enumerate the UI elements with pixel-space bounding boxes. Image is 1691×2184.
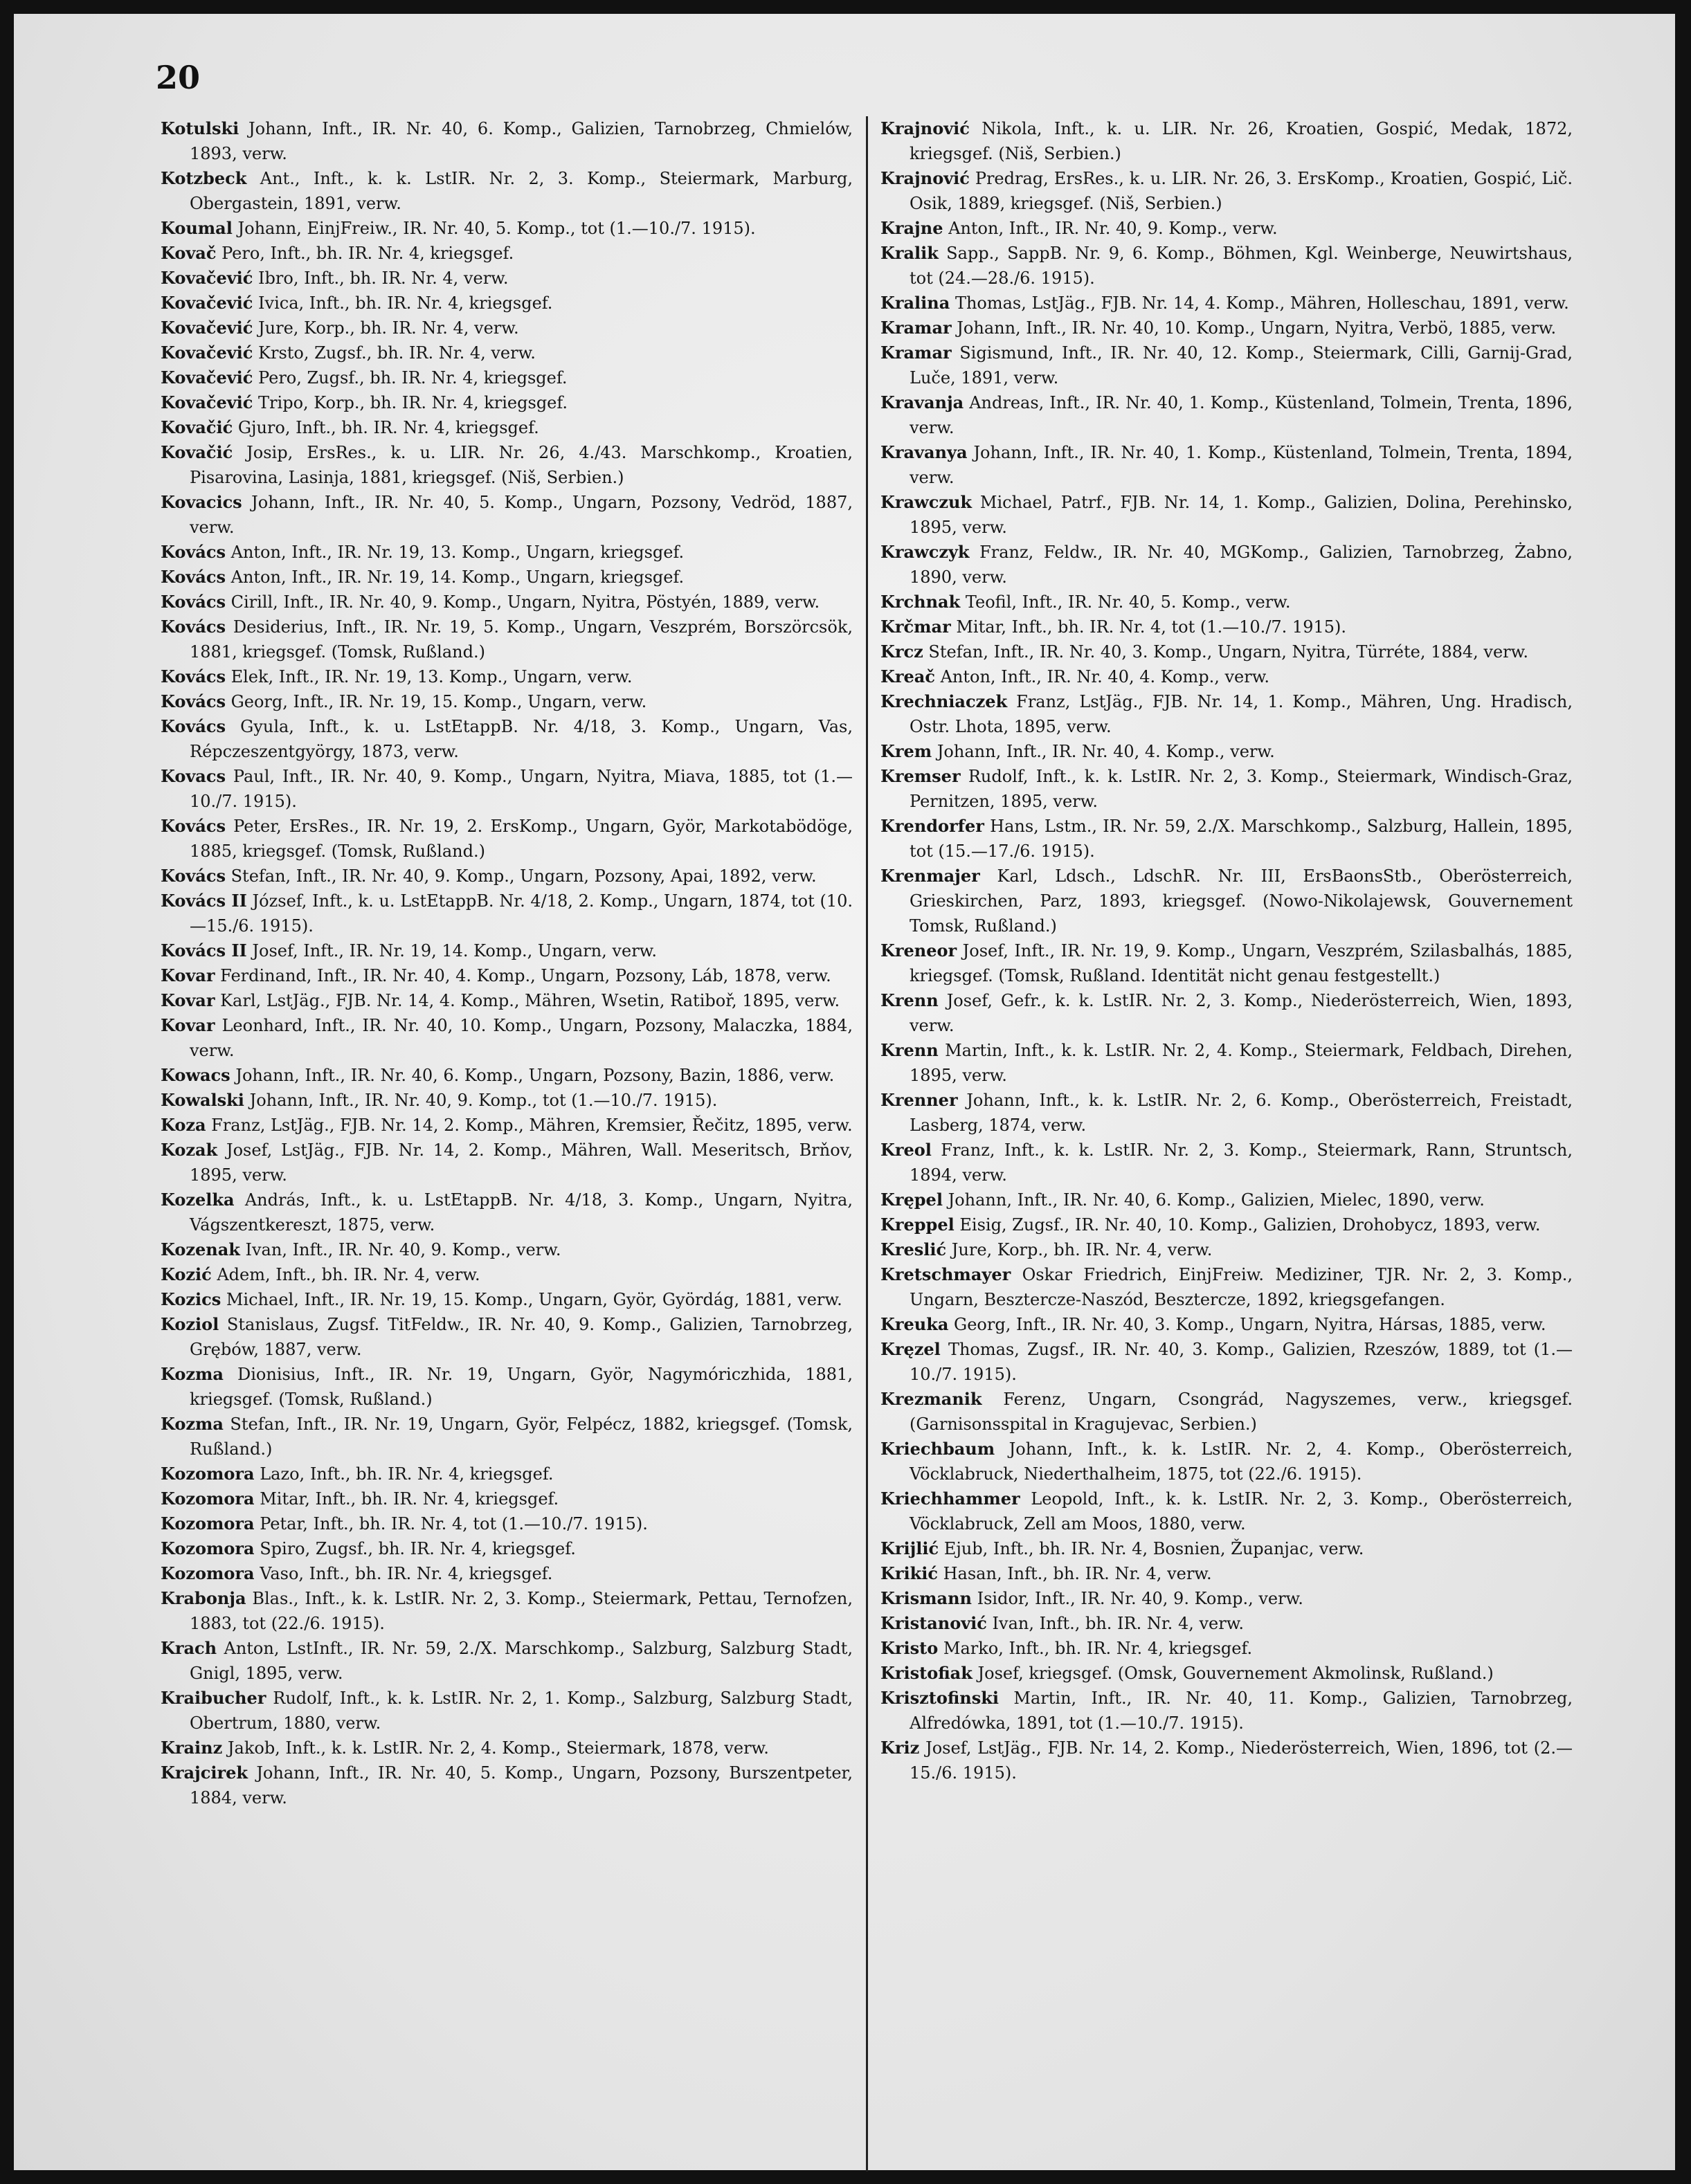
list-entry xyxy=(880,1636,1573,1661)
entry-details: Isidor, Inft., IR. Nr. 40, 9. Komp., verw. xyxy=(977,1589,1303,1608)
list-entry xyxy=(880,241,1573,291)
column-divider xyxy=(866,116,868,2172)
list-entry xyxy=(880,116,1573,166)
entry-surname: Kovács xyxy=(161,567,226,587)
entry-surname: Krisztofinski xyxy=(880,1688,1000,1708)
entry-details: Dionisius, Inft., IR. Nr. 19, Ungarn, Györ, Nagymóriczhida, 1881, kriegsgef. (Tomsk, Rußland.) xyxy=(190,1365,853,1409)
list-entry xyxy=(880,166,1573,216)
entry-details: Anton, LstInft., IR. Nr. 59, 2./X. Marschkomp., Salzburg, Salzburg Stadt, Gnigl, 1895, verw. xyxy=(190,1639,853,1683)
entry-details: Teofil, Inft., IR. Nr. 40, 5. Komp., verw. xyxy=(965,592,1291,612)
entry-surname: Kovačević xyxy=(161,318,253,338)
list-entry xyxy=(161,116,853,166)
entry-surname: Krajnović xyxy=(880,168,970,188)
entry-details: Franz, LstJäg., FJB. Nr. 14, 1. Komp., Mähren, Ung. Hradisch, Ostr. Lhota, 1895, verw. xyxy=(910,692,1573,736)
entry-surname: Krenn xyxy=(880,1040,939,1060)
entry-details: Nikola, Inft., k. u. LIR. Nr. 26, Kroatien, Gospić, Medak, 1872, kriegsgef. (Niš, Serbien.) xyxy=(910,119,1573,163)
entry-details: Ivan, Inft., bh. IR. Nr. 4, verw. xyxy=(992,1614,1245,1633)
entry-surname: Kovács xyxy=(161,542,226,562)
entry-details: Eisig, Zugsf., IR. Nr. 40, 10. Komp., Galizien, Drohobycz, 1893, verw. xyxy=(959,1215,1541,1235)
entry-details: Johann, Inft., IR. Nr. 40, 1. Komp., Küstenland, Tolmein, Trenta, 1894, verw. xyxy=(910,443,1573,487)
list-entry xyxy=(161,689,853,714)
list-entry xyxy=(161,1586,853,1636)
list-entry xyxy=(161,1511,853,1536)
entry-details: Stefan, Inft., IR. Nr. 19, Ungarn, Györ, Felpécz, 1882, kriegsgef. (Tomsk, Rußland.) xyxy=(190,1414,853,1459)
entry-surname: Krach xyxy=(161,1638,217,1658)
list-entry xyxy=(161,316,853,340)
entry-details: Jure, Korp., bh. IR. Nr. 4, verw. xyxy=(258,318,519,338)
entry-surname: Kravanja xyxy=(880,392,964,412)
entry-details: Franz, Feldw., IR. Nr. 40, MGKomp., Galizien, Tarnobrzeg, Żabno, 1890, verw. xyxy=(910,543,1573,587)
list-entry xyxy=(880,316,1573,340)
list-entry xyxy=(880,1686,1573,1736)
entry-details: Johann, Inft., IR. Nr. 40, 6. Komp., Ungarn, Pozsony, Bazin, 1886, verw. xyxy=(235,1066,835,1085)
page-number: 20 xyxy=(156,59,201,96)
list-entry xyxy=(880,1486,1573,1536)
entry-details: Stefan, Inft., IR. Nr. 40, 9. Komp., Ungarn, Pozsony, Apai, 1892, verw. xyxy=(230,866,817,886)
entry-details: Martin, Inft., IR. Nr. 40, 11. Komp., Galizien, Tarnobrzeg, Alfredówka, 1891, tot (1.—10./7. 1915). xyxy=(910,1689,1573,1733)
list-entry xyxy=(161,1312,853,1362)
entry-surname: Kovács xyxy=(161,816,226,836)
entry-surname: Kozma xyxy=(161,1414,224,1434)
list-entry xyxy=(161,615,853,664)
entry-details: Michael, Patrf., FJB. Nr. 14, 1. Komp., Galizien, Dolina, Perehinsko, 1895, verw. xyxy=(910,493,1573,537)
list-entry xyxy=(880,1088,1573,1138)
entry-surname: Krenmajer xyxy=(880,866,980,886)
entry-details: Josef, Gefr., k. k. LstIR. Nr. 2, 3. Komp., Niederösterreich, Wien, 1893, verw. xyxy=(910,991,1573,1035)
list-entry xyxy=(161,1561,853,1586)
entry-surname: Krajnović xyxy=(880,118,970,138)
entry-surname: Krendorfer xyxy=(880,816,984,836)
entry-details: Rudolf, Inft., k. k. LstIR. Nr. 2, 1. Komp., Salzburg, Salzburg Stadt, Obertrum, 1880, verw. xyxy=(190,1689,853,1733)
entry-surname: Kovács II xyxy=(161,891,247,911)
list-entry xyxy=(880,291,1573,316)
list-entry xyxy=(880,1312,1573,1337)
entry-details: Lazo, Inft., bh. IR. Nr. 4, kriegsgef. xyxy=(260,1464,554,1484)
entry-details: Johann, Inft., IR. Nr. 40, 5. Komp., Ungarn, Pozsony, Vedröd, 1887, verw. xyxy=(190,493,853,537)
list-entry xyxy=(161,988,853,1013)
list-entry xyxy=(880,1611,1573,1636)
entry-surname: Kreppel xyxy=(880,1214,955,1235)
entry-surname: Kozenak xyxy=(161,1239,240,1259)
list-entry xyxy=(161,1287,853,1312)
entry-details: Ibro, Inft., bh. IR. Nr. 4, verw. xyxy=(258,269,509,288)
list-entry xyxy=(161,764,853,814)
list-entry xyxy=(161,490,853,540)
list-entry xyxy=(161,1462,853,1486)
entry-details: Tripo, Korp., bh. IR. Nr. 4, kriegsgef. xyxy=(258,393,568,412)
entry-details: Desiderius, Inft., IR. Nr. 19, 5. Komp., Ungarn, Veszprém, Borszörcsök, 1881, kriegsgef. (Tomsk, Rußland.) xyxy=(190,617,853,662)
list-entry xyxy=(880,1138,1573,1187)
list-entry xyxy=(161,963,853,988)
entry-surname: Kramar xyxy=(880,318,952,338)
entry-details: József, Inft., k. u. LstEtappB. Nr. 4/18, 2. Komp., Ungarn, 1874, tot (10.—15./6. 1915). xyxy=(190,891,853,936)
entry-surname: Kraibucher xyxy=(161,1688,266,1708)
entry-surname: Kralik xyxy=(880,243,939,263)
entry-surname: Kovač xyxy=(161,243,217,263)
list-entry xyxy=(880,988,1573,1038)
entry-details: András, Inft., k. u. LstEtappB. Nr. 4/18, 3. Komp., Ungarn, Nyitra, Vágszentkereszt, 1875, verw. xyxy=(190,1190,853,1235)
entry-surname: Kozomora xyxy=(161,1489,255,1509)
entry-surname: Kovács xyxy=(161,866,226,886)
list-entry xyxy=(880,540,1573,590)
entry-surname: Kovačević xyxy=(161,367,253,388)
list-entry xyxy=(161,540,853,565)
entry-surname: Koza xyxy=(161,1115,206,1135)
entry-surname: Kovacics xyxy=(161,492,242,512)
entry-details: Franz, Inft., k. k. LstIR. Nr. 2, 3. Komp., Steiermark, Rann, Struntsch, 1894, verw. xyxy=(910,1140,1573,1185)
entry-details: Pero, Zugsf., bh. IR. Nr. 4, kriegsgef. xyxy=(258,368,568,388)
left-column xyxy=(161,116,853,1810)
entry-details: Johann, Inft., IR. Nr. 40, 9. Komp., tot (1.—10./7. 1915). xyxy=(249,1091,718,1110)
entry-details: Cirill, Inft., IR. Nr. 40, 9. Komp., Ungarn, Nyitra, Pöstyén, 1889, verw. xyxy=(230,592,820,612)
entry-surname: Kozić xyxy=(161,1264,212,1284)
entry-details: Johann, Inft., k. k. LstIR. Nr. 2, 4. Komp., Oberösterreich, Vöcklabruck, Niederthalheim, 1875, tot (22./6. 1915). xyxy=(910,1439,1573,1484)
entry-details: Johann, Inft., k. k. LstIR. Nr. 2, 6. Komp., Oberösterreich, Freistadt, Lasberg, 1874, verw. xyxy=(910,1091,1573,1135)
entry-surname: Kreač xyxy=(880,666,935,686)
list-entry xyxy=(161,390,853,415)
right-column xyxy=(880,116,1573,1785)
entry-details: Thomas, Zugsf., IR. Nr. 40, 3. Komp., Galizien, Rzeszów, 1889, tot (1.—10./7. 1915). xyxy=(910,1340,1573,1384)
list-entry xyxy=(161,241,853,266)
entry-surname: Kristanović xyxy=(880,1613,987,1633)
entry-surname: Kowalski xyxy=(161,1090,244,1110)
entry-details: Jakob, Inft., k. k. LstIR. Nr. 2, 4. Komp., Steiermark, 1878, verw. xyxy=(227,1738,769,1758)
list-entry xyxy=(880,1237,1573,1262)
entry-details: Georg, Inft., IR. Nr. 19, 15. Komp., Ungarn, verw. xyxy=(230,692,647,711)
list-entry xyxy=(880,764,1573,814)
entry-surname: Kozomora xyxy=(161,1513,255,1534)
entry-details: Anton, Inft., IR. Nr. 40, 9. Komp., verw. xyxy=(948,219,1278,238)
entry-surname: Krem xyxy=(880,741,932,761)
entry-details: Karl, Ldsch., LdschR. Nr. III, ErsBaonsStb., Oberösterreich, Grieskirchen, Parz, 1893, kriegsgef. (Nowo-Nikolajewsk, Gouvernement Tomsk, Rußland.) xyxy=(910,866,1573,936)
entry-details: Mitar, Inft., bh. IR. Nr. 4, kriegsgef. xyxy=(260,1489,559,1509)
list-entry xyxy=(161,415,853,440)
entry-surname: Kręzel xyxy=(880,1339,941,1359)
list-entry xyxy=(880,615,1573,639)
list-entry xyxy=(880,1038,1573,1088)
entry-surname: Kriz xyxy=(880,1738,920,1758)
entry-details: Michael, Inft., IR. Nr. 19, 15. Komp., Ungarn, Györ, Györdág, 1881, verw. xyxy=(226,1290,842,1309)
entry-surname: Kralina xyxy=(880,293,950,313)
list-entry xyxy=(880,938,1573,988)
entry-surname: Kristofiak xyxy=(880,1663,973,1683)
entry-surname: Kriechbaum xyxy=(880,1439,995,1459)
list-entry xyxy=(880,490,1573,540)
list-entry xyxy=(880,1536,1573,1561)
entry-surname: Krenn xyxy=(880,990,939,1010)
list-entry xyxy=(161,664,853,689)
list-entry xyxy=(161,864,853,889)
entry-details: Hans, Lstm., IR. Nr. 59, 2./X. Marschkomp., Salzburg, Hallein, 1895, tot (15.—17./6. 1915). xyxy=(910,817,1573,861)
entry-details: Stefan, Inft., IR. Nr. 40, 3. Komp., Ungarn, Nyitra, Türréte, 1884, verw. xyxy=(928,642,1528,662)
entry-details: Johann, Inft., IR. Nr. 40, 10. Komp., Ungarn, Nyitra, Verbö, 1885, verw. xyxy=(957,318,1557,338)
entry-details: Ferdinand, Inft., IR. Nr. 40, 4. Komp., Ungarn, Pozsony, Láb, 1878, verw. xyxy=(220,966,831,985)
entry-surname: Kramar xyxy=(880,343,952,363)
list-entry xyxy=(880,1561,1573,1586)
list-entry xyxy=(161,889,853,938)
entry-surname: Kovács xyxy=(161,716,226,736)
entry-surname: Krabonja xyxy=(161,1588,246,1608)
list-entry xyxy=(161,1088,853,1113)
entry-details: Adem, Inft., bh. IR. Nr. 4, verw. xyxy=(217,1265,480,1284)
entry-details: Jure, Korp., bh. IR. Nr. 4, verw. xyxy=(951,1240,1213,1259)
list-entry xyxy=(880,864,1573,938)
list-entry xyxy=(880,1212,1573,1237)
entry-details: Elek, Inft., IR. Nr. 19, 13. Komp., Ungarn, verw. xyxy=(230,667,633,686)
list-entry xyxy=(880,590,1573,615)
entry-details: Leopold, Inft., k. k. LstIR. Nr. 2, 3. Komp., Oberösterreich, Vöcklabruck, Zell am Moos, 1880, verw. xyxy=(910,1489,1573,1534)
list-entry xyxy=(161,1237,853,1262)
entry-details: Predrag, ErsRes., k. u. LIR. Nr. 26, 3. ErsKomp., Kroatien, Gospić, Lič. Osik, 1889, kriegsgef. (Niš, Serbien.) xyxy=(910,169,1573,213)
entry-details: Anton, Inft., IR. Nr. 19, 14. Komp., Ungarn, kriegsgef. xyxy=(230,567,685,587)
entry-details: Anton, Inft., IR. Nr. 40, 4. Komp., verw. xyxy=(940,667,1270,686)
entry-surname: Krezmanik xyxy=(880,1389,982,1409)
entry-surname: Kovačević xyxy=(161,268,253,288)
entry-details: Vaso, Inft., bh. IR. Nr. 4, kriegsgef. xyxy=(260,1564,553,1583)
entry-surname: Krijlić xyxy=(880,1538,939,1558)
entry-surname: Krchnak xyxy=(880,592,961,612)
entry-details: Ivica, Inft., bh. IR. Nr. 4, kriegsgef. xyxy=(258,293,553,313)
list-entry xyxy=(161,291,853,316)
entry-surname: Kovačević xyxy=(161,343,253,363)
list-entry xyxy=(161,365,853,390)
entry-details: Karl, LstJäg., FJB. Nr. 14, 4. Komp., Mähren, Wsetin, Ratiboř, 1895, verw. xyxy=(220,991,840,1010)
entry-surname: Krawczuk xyxy=(880,492,973,512)
entry-surname: Krajne xyxy=(880,218,943,238)
entry-surname: Krčmar xyxy=(880,617,951,637)
list-entry xyxy=(161,1536,853,1561)
entry-surname: Kriechhammer xyxy=(880,1489,1020,1509)
entry-surname: Kreuka xyxy=(880,1314,949,1334)
entry-details: Josef, LstJäg., FJB. Nr. 14, 2. Komp., Mähren, Wall. Meseritsch, Brňov, 1895, verw. xyxy=(190,1140,853,1185)
entry-details: Josef, Inft., IR. Nr. 19, 14. Komp., Ungarn, verw. xyxy=(252,941,657,961)
list-entry xyxy=(161,590,853,615)
entry-details: Hasan, Inft., bh. IR. Nr. 4, verw. xyxy=(943,1564,1212,1583)
entry-details: Johann, Inft., IR. Nr. 40, 6. Komp., Galizien, Tarnobrzeg, Chmielów, 1893, verw. xyxy=(190,119,853,163)
entry-details: Johann, Inft., IR. Nr. 40, 4. Komp., verw. xyxy=(937,742,1275,761)
entry-surname: Kovar xyxy=(161,990,215,1010)
entry-details: Pero, Inft., bh. IR. Nr. 4, kriegsgef. xyxy=(221,244,514,263)
list-entry xyxy=(161,1262,853,1287)
entry-surname: Kotulski xyxy=(161,118,239,138)
entry-details: Petar, Inft., bh. IR. Nr. 4, tot (1.—10./7. 1915). xyxy=(260,1514,648,1534)
entry-surname: Kovacs xyxy=(161,766,226,786)
entry-surname: Kovar xyxy=(161,1015,215,1035)
entry-details: Franz, LstJäg., FJB. Nr. 14, 2. Komp., Mähren, Kremsier, Řečitz, 1895, verw. xyxy=(211,1116,853,1135)
entry-surname: Kovačić xyxy=(161,417,233,437)
list-entry xyxy=(161,1412,853,1462)
entry-details: Krsto, Zugsf., bh. IR. Nr. 4, verw. xyxy=(258,343,536,363)
list-entry xyxy=(161,1063,853,1088)
list-entry xyxy=(161,1362,853,1412)
list-entry xyxy=(161,1486,853,1511)
entry-surname: Kremser xyxy=(880,766,961,786)
entry-surname: Kreol xyxy=(880,1140,932,1160)
entry-surname: Kozomora xyxy=(161,1563,255,1583)
list-entry xyxy=(161,565,853,590)
entry-details: Gjuro, Inft., bh. IR. Nr. 4, kriegsgef. xyxy=(237,418,539,437)
list-entry xyxy=(880,390,1573,440)
entry-details: Johann, Inft., IR. Nr. 40, 6. Komp., Galizien, Mielec, 1890, verw. xyxy=(948,1190,1485,1210)
list-entry xyxy=(880,1337,1573,1387)
entry-surname: Krenner xyxy=(880,1090,958,1110)
entry-surname: Kotzbeck xyxy=(161,168,247,188)
entry-details: Josip, ErsRes., k. u. LIR. Nr. 26, 4./43. Marschkomp., Kroatien, Pisarovina, Lasinja, 1881, kriegsgef. (Niš, Serbien.) xyxy=(190,443,853,487)
list-entry xyxy=(161,1636,853,1686)
list-entry xyxy=(161,216,853,241)
list-entry xyxy=(880,814,1573,864)
entry-surname: Kozelka xyxy=(161,1190,235,1210)
list-entry xyxy=(880,1187,1573,1212)
entry-surname: Krikić xyxy=(880,1563,938,1583)
list-entry xyxy=(880,1586,1573,1611)
entry-details: Ant., Inft., k. k. LstIR. Nr. 2, 3. Komp., Steiermark, Marburg, Obergastein, 1891, verw. xyxy=(190,169,853,213)
entry-surname: Krcz xyxy=(880,641,923,662)
list-entry xyxy=(161,266,853,291)
entry-surname: Kozma xyxy=(161,1364,224,1384)
list-entry xyxy=(161,1138,853,1187)
list-entry xyxy=(161,166,853,216)
entry-surname: Kovács II xyxy=(161,940,247,961)
list-entry xyxy=(880,1661,1573,1686)
entry-details: Martin, Inft., k. k. LstIR. Nr. 2, 4. Komp., Steiermark, Feldbach, Direhen, 1895, verw. xyxy=(910,1041,1573,1085)
list-entry xyxy=(161,814,853,864)
entry-surname: Kozak xyxy=(161,1140,218,1160)
entry-surname: Kovács xyxy=(161,592,226,612)
entry-surname: Krępel xyxy=(880,1190,943,1210)
entry-details: Ferenz, Ungarn, Csongrád, Nagyszemes, verw., kriegsgef. (Garnisonsspital in Kragujevac, Serbien.) xyxy=(910,1390,1573,1434)
list-entry xyxy=(161,1686,853,1736)
entry-details: Thomas, LstJäg., FJB. Nr. 14, 4. Komp., Mähren, Holleschau, 1891, verw. xyxy=(955,293,1569,313)
entry-details: Josef, kriegsgef. (Omsk, Gouvernement Akmolinsk, Rußland.) xyxy=(977,1664,1494,1683)
list-entry xyxy=(161,340,853,365)
list-entry xyxy=(880,639,1573,664)
entry-surname: Kovács xyxy=(161,617,226,637)
entry-details: Georg, Inft., IR. Nr. 40, 3. Komp., Ungarn, Nyitra, Hársas, 1885, verw. xyxy=(954,1315,1546,1334)
entry-surname: Krajcirek xyxy=(161,1763,248,1783)
list-entry xyxy=(880,1736,1573,1785)
entry-details: Rudolf, Inft., k. k. LstIR. Nr. 2, 3. Komp., Steiermark, Windisch-Graz, Pernitzen, 1895, verw. xyxy=(910,767,1573,811)
document-page xyxy=(14,14,1675,2170)
entry-surname: Krainz xyxy=(161,1738,223,1758)
list-entry xyxy=(880,340,1573,390)
entry-surname: Koumal xyxy=(161,218,233,238)
list-entry xyxy=(161,1113,853,1138)
list-entry xyxy=(880,1262,1573,1312)
entry-details: Johann, Inft., IR. Nr. 40, 5. Komp., Ungarn, Pozsony, Burszentpeter, 1884, verw. xyxy=(190,1763,853,1808)
entry-details: Andreas, Inft., IR. Nr. 40, 1. Komp., Küstenland, Tolmein, Trenta, 1896, verw. xyxy=(910,393,1573,437)
entry-surname: Kovačić xyxy=(161,442,233,462)
list-entry xyxy=(880,664,1573,689)
entry-details: Leonhard, Inft., IR. Nr. 40, 10. Komp., Ungarn, Pozsony, Malaczka, 1884, verw. xyxy=(190,1016,853,1060)
list-entry xyxy=(161,1736,853,1760)
entry-details: Blas., Inft., k. k. LstIR. Nr. 2, 3. Komp., Steiermark, Pettau, Ternofzen, 1883, tot (22./6. 1915). xyxy=(190,1589,853,1633)
entry-details: Sapp., SappB. Nr. 9, 6. Komp., Böhmen, Kgl. Weinberge, Neuwirtshaus, tot (24.—28./6. 1915). xyxy=(910,244,1573,288)
entry-surname: Kovačević xyxy=(161,293,253,313)
list-entry xyxy=(161,1187,853,1237)
entry-details: Johann, EinjFreiw., IR. Nr. 40, 5. Komp., tot (1.—10./7. 1915). xyxy=(237,219,756,238)
entry-details: Gyula, Inft., k. u. LstEtappB. Nr. 4/18, 3. Komp., Ungarn, Vas, Répczeszentgyörgy, 1873, verw. xyxy=(190,717,853,761)
entry-surname: Kovács xyxy=(161,666,226,686)
entry-surname: Kretschmayer xyxy=(880,1264,1011,1284)
entry-surname: Kreneor xyxy=(880,940,957,961)
list-entry xyxy=(880,216,1573,241)
list-entry xyxy=(880,1437,1573,1486)
list-entry xyxy=(161,1760,853,1810)
entry-details: Marko, Inft., bh. IR. Nr. 4, kriegsgef. xyxy=(943,1639,1253,1658)
entry-details: Oskar Friedrich, EinjFreiw. Mediziner, TJR. Nr. 2, 3. Komp., Ungarn, Besztercze-Naszód, Besztercze, 1892, kriegsgefangen. xyxy=(910,1265,1573,1309)
list-entry xyxy=(161,1013,853,1063)
entry-details: Anton, Inft., IR. Nr. 19, 13. Komp., Ungarn, kriegsgef. xyxy=(230,543,685,562)
entry-surname: Koziol xyxy=(161,1314,219,1334)
entry-details: Spiro, Zugsf., bh. IR. Nr. 4, kriegsgef. xyxy=(260,1539,576,1558)
entry-surname: Kozomora xyxy=(161,1538,255,1558)
entry-surname: Kreslić xyxy=(880,1239,947,1259)
entry-details: Stanislaus, Zugsf. TitFeldw., IR. Nr. 40, 9. Komp., Galizien, Tarnobrzeg, Grębów, 1887, verw. xyxy=(190,1315,853,1359)
entry-surname: Kozomora xyxy=(161,1464,255,1484)
entry-surname: Kovačević xyxy=(161,392,253,412)
entry-surname: Kovács xyxy=(161,691,226,711)
list-entry xyxy=(880,440,1573,490)
entry-surname: Kovar xyxy=(161,965,215,985)
entry-surname: Krechniaczek xyxy=(880,691,1008,711)
entry-surname: Krismann xyxy=(880,1588,972,1608)
entry-details: Sigismund, Inft., IR. Nr. 40, 12. Komp., Steiermark, Cilli, Garnij-Grad, Luče, 1891, verw. xyxy=(910,343,1573,388)
entry-surname: Kowacs xyxy=(161,1065,230,1085)
list-entry xyxy=(161,938,853,963)
list-entry xyxy=(161,714,853,764)
entry-details: Josef, Inft., IR. Nr. 19, 9. Komp., Ungarn, Veszprém, Szilasbalhás, 1885, kriegsgef. (Tomsk, Rußland. Identität nicht genau festgestellt.) xyxy=(910,941,1573,985)
entry-surname: Krawczyk xyxy=(880,542,970,562)
entry-details: Josef, LstJäg., FJB. Nr. 14, 2. Komp., Niederösterreich, Wien, 1896, tot (2.—15./6. 1915). xyxy=(910,1738,1573,1783)
list-entry xyxy=(880,1387,1573,1437)
entry-surname: Kravanya xyxy=(880,442,968,462)
entry-details: Ivan, Inft., IR. Nr. 40, 9. Komp., verw. xyxy=(245,1240,561,1259)
list-entry xyxy=(880,739,1573,764)
entry-details: Paul, Inft., IR. Nr. 40, 9. Komp., Ungarn, Nyitra, Miava, 1885, tot (1.—10./7. 1915). xyxy=(190,767,853,811)
entry-details: Peter, ErsRes., IR. Nr. 19, 2. ErsKomp., Ungarn, Györ, Markotabödöge, 1885, kriegsgef. (Tomsk, Rußland.) xyxy=(190,817,853,861)
list-entry xyxy=(880,689,1573,739)
entry-details: Ejub, Inft., bh. IR. Nr. 4, Bosnien, Županjac, verw. xyxy=(943,1539,1364,1558)
list-entry xyxy=(161,440,853,490)
entry-surname: Kristo xyxy=(880,1638,939,1658)
entry-surname: Kozics xyxy=(161,1289,221,1309)
entry-details: Mitar, Inft., bh. IR. Nr. 4, tot (1.—10./7. 1915). xyxy=(956,617,1346,637)
